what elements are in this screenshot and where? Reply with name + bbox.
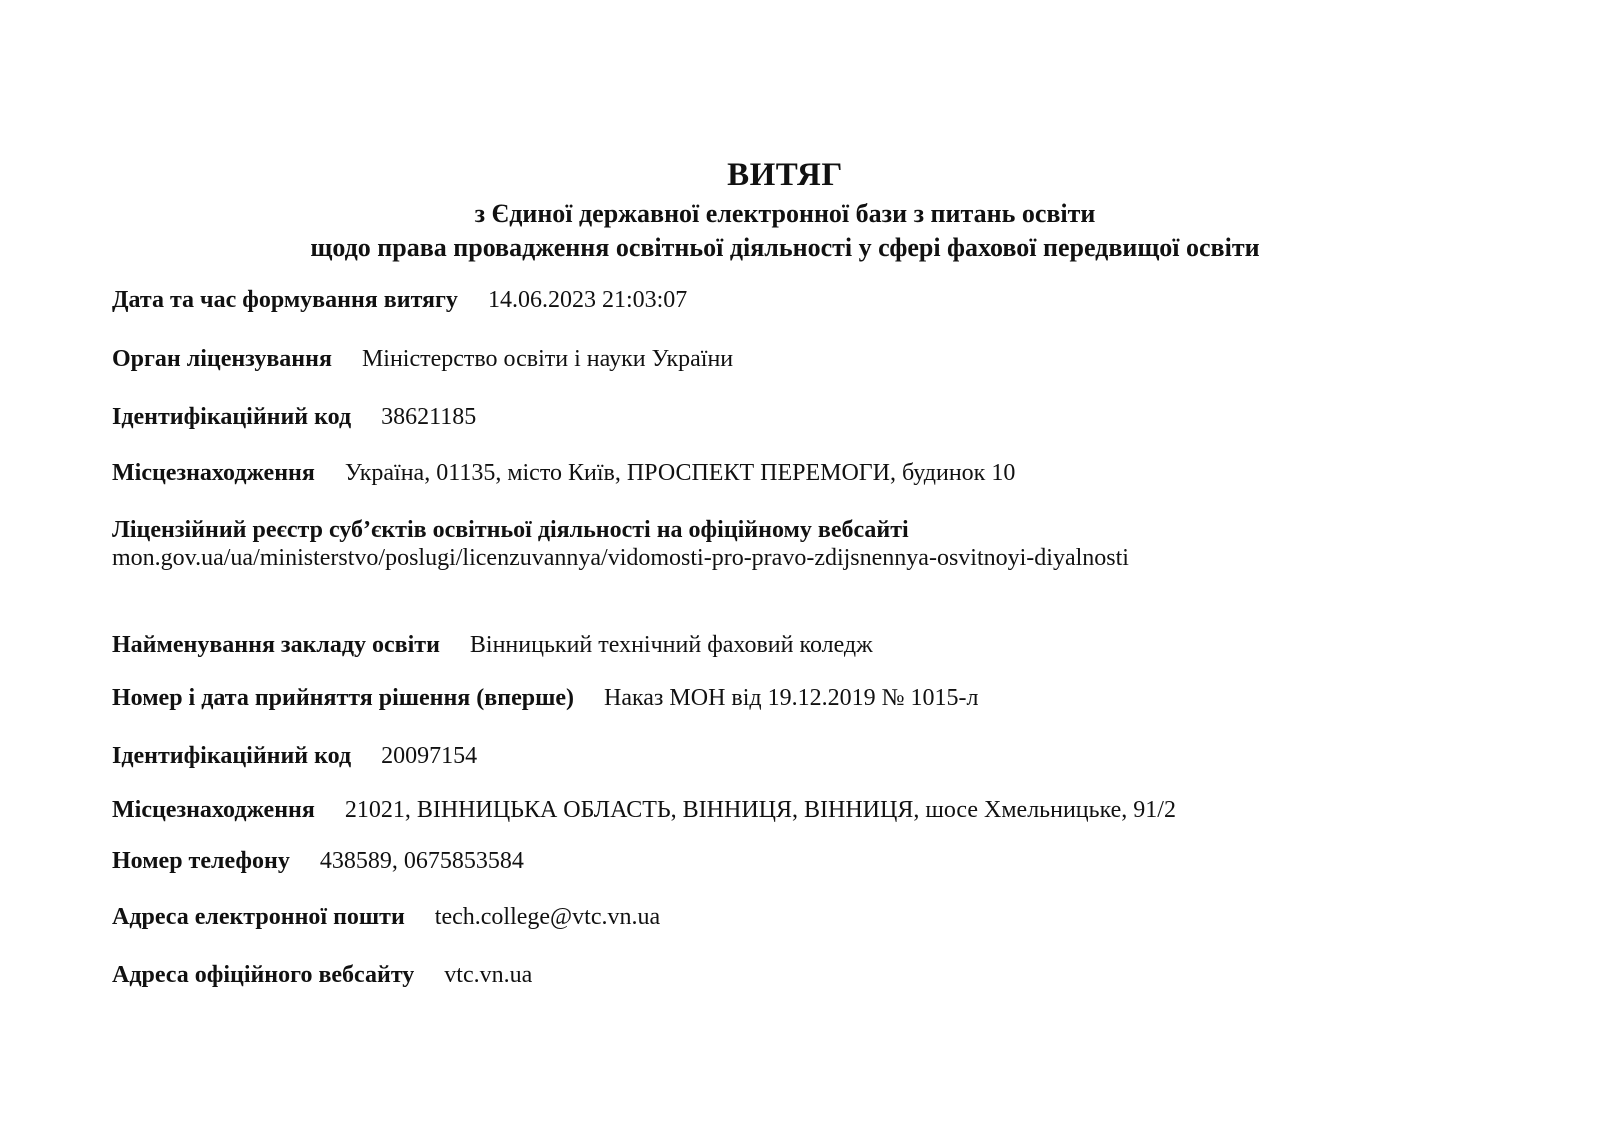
institution-name-row	[112, 630, 873, 660]
institution-code-value: 20097154	[381, 743, 478, 769]
licensing-code-value: 38621185	[381, 404, 477, 430]
extract-datetime-label: Дата та час формування витягу	[112, 287, 458, 313]
institution-location-row	[112, 795, 1176, 825]
institution-code-row	[112, 741, 477, 771]
document-subtitle-line1: з Єдиної державної електронної бази з питань освіти	[474, 199, 1096, 228]
institution-name-label: Найменування закладу освіти	[112, 632, 440, 658]
licensing-code-row	[112, 402, 476, 432]
decision-label: Номер і дата прийняття рішення (вперше)	[112, 685, 574, 711]
institution-location-label: Місцезнаходження	[112, 797, 315, 823]
licensing-body-value: Міністерство освіти і науки України	[361, 346, 734, 372]
website-value[interactable]: vtc.vn.ua	[444, 962, 533, 988]
phone-value: 438589, 0675853584	[319, 848, 524, 874]
licensing-location-row	[112, 458, 1015, 488]
registry-label: Ліцензійний реєстр суб’єктів освітньої діяльності на офіційному вебсайті	[112, 517, 909, 543]
document-subtitle-line2: щодо права провадження освітньої діяльності у сфері фахової передвищої освіти	[310, 233, 1260, 262]
email-row	[112, 902, 660, 932]
licensing-location-value: Україна, 01135, місто Київ, ПРОСПЕКТ ПЕРЕМОГИ, будинок 10	[344, 460, 1016, 486]
decision-value: Наказ МОН від 19.12.2019 № 1015-л	[603, 685, 979, 711]
extract-datetime-value: 14.06.2023 21:03:07	[487, 287, 688, 313]
phone-label: Номер телефону	[112, 848, 290, 874]
licensing-body-label: Орган ліцензування	[112, 346, 332, 372]
decision-row	[112, 683, 978, 713]
institution-name-value: Вінницький технічний фаховий коледж	[469, 632, 873, 658]
email-label: Адреса електронної пошти	[112, 904, 405, 930]
phone-row	[112, 846, 524, 876]
extract-datetime-row	[112, 285, 687, 315]
institution-code-label: Ідентифікаційний код	[112, 743, 352, 769]
email-value[interactable]: tech.college@vtc.vn.ua	[434, 904, 661, 930]
institution-location-value: 21021, ВІННИЦЬКА ОБЛАСТЬ, ВІННИЦЯ, ВІННИЦЯ, шосе Хмельницьке, 91/2	[344, 797, 1176, 823]
website-row	[112, 960, 532, 990]
registry-row	[112, 515, 909, 545]
licensing-location-label: Місцезнаходження	[112, 460, 315, 486]
licensing-code-label: Ідентифікаційний код	[112, 404, 352, 430]
website-label: Адреса офіційного вебсайту	[112, 962, 415, 988]
licensing-body-row	[112, 344, 733, 374]
document-title: ВИТЯГ	[727, 157, 843, 193]
registry-url-link[interactable]: mon.gov.ua/ua/ministerstvo/poslugi/licenzuvannya/vidomosti-pro-pravo-zdijsnennya-osvitnoyi-diyalnosti	[112, 545, 1129, 571]
